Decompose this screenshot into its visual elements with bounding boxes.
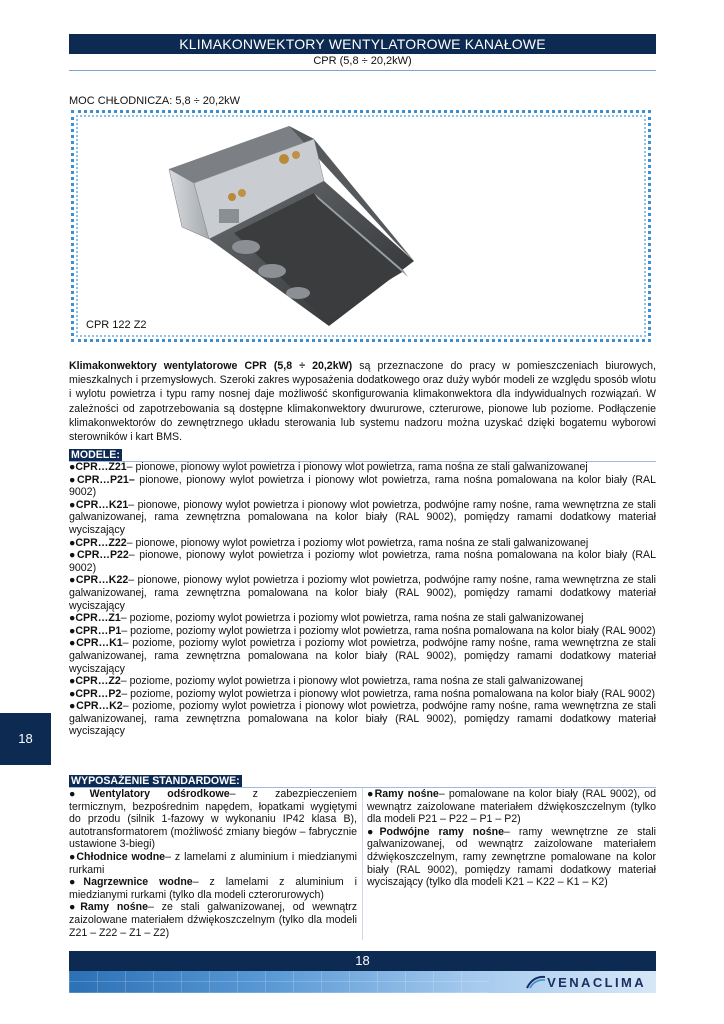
photo-caption: CPR 122 Z2 xyxy=(86,319,147,331)
list-item: ●CPR…P21– pionowe, pionowy wylot powietrza i pionowy wlot powietrza, rama nośna pomalowana na kolor biały (RAL 9002) xyxy=(69,473,657,499)
list-item: ●CPR…P1– poziome, poziomy wylot powietrza i poziomy wlot powietrza, rama nośna pomalowana na kolor biały (RAL 9002) xyxy=(69,624,656,637)
intro-bold-lead: Klimakonwektory wentylatorowe CPR (5,8 ÷ 20,2kW) xyxy=(69,360,353,372)
logo-text: VENACLIMA xyxy=(547,974,646,990)
list-item: ●Podwójne ramy nośne– ramy wewnętrzne ze stali galwanizowanej, od wewnątrz zaizolowane materiałem dźwiękoszczelnym, ramy zewnętrzne pomalowane na kolor biały (RAL 9002), pomiędzy ramami dodatkowy materiał wyciszający (tylko dla modeli K21 – K22 – K1 – K2) xyxy=(367,825,657,889)
list-item: ●Ramy nośne– ze stali galwanizowanej, od wewnątrz zaizolowane materiałem dźwiękoszczelnym (tylko dla modeli Z21 – Z22 – Z1 – Z2) xyxy=(69,901,357,939)
page-header-subtitle: CPR (5,8 ÷ 20,2kW) xyxy=(313,55,412,67)
list-item: ●CPR…K22– pionowe, pionowy wylot powietrza i poziomy wlot powietrza, podwójne ramy nośne, rama wewnętrzna ze stali galwanizowanej, rama zewnętrzna pomalowana na kolor biały (RAL 9002), pomiędzy ramami dodatkowy materiał wyciszający xyxy=(69,574,657,612)
list-item: ●Wentylatory odśrodkowe– z zabezpieczeniem termicznym, bezpośrednim napędem, łopatkami wygiętymi do przodu (silnik 1-fazowy w wykonaniu IP42 klasa B), autotransformatorem (możliwość zmiany biegów – fabrycznie ustawione 3-biegi) xyxy=(69,788,357,851)
list-item: ●CPR…K2– poziome, poziomy wylot powietrza i pionowy wlot powietrza, podwójne ramy nośne, rama wewnętrzna ze stali galwanizowanej, rama zewnętrzna pomalowana na kolor biały (RAL 9002), pomiędzy ramami dodatkowy materiał wyciszający xyxy=(69,700,657,738)
column-divider xyxy=(362,788,363,940)
footer-pattern xyxy=(69,971,489,993)
standard-equipment-right-column xyxy=(367,788,656,889)
product-photo-frame xyxy=(71,110,651,342)
footer-strip xyxy=(69,971,656,993)
models-list xyxy=(69,461,656,738)
list-item: ●Ramy nośne– pomalowane na kolor biały (RAL 9002), od wewnątrz zaizolowane materiałem dźwiękoszczelnym (tylko dla modeli P21 – P22 – P1 – P2) xyxy=(367,788,656,826)
cooling-capacity-label: MOC CHŁODNICZA: 5,8 ÷ 20,2kW xyxy=(69,95,241,107)
logo-swoosh-icon xyxy=(525,974,547,990)
page-header-title: KLIMAKONWEKTORY WENTYLATOROWE KANAŁOWE xyxy=(69,34,656,54)
list-item: ●CPR…Z21– pionowe, pionowy wylot powietrza i pionowy wlot powietrza, rama nośna ze stali galwanizowanej xyxy=(69,461,588,473)
models-section-title: MODELE: xyxy=(71,449,120,461)
list-item: ●CPR…P22– pionowe, pionowy wylot powietrza i poziomy wlot powietrza, rama nośna pomalowana na kolor biały (RAL 9002) xyxy=(69,549,656,574)
list-item: ●CPR…Z22– pionowe, pionowy wylot powietrza i poziomy wlot powietrza, rama nośna ze stali galwanizowanej xyxy=(69,536,589,549)
header-divider xyxy=(69,70,656,71)
page-number: 18 xyxy=(69,951,656,971)
list-item: ●Chłodnice wodne– z lamelami z aluminium i miedzianymi rurkami xyxy=(69,850,357,876)
intro-text: są przeznaczone do pracy w pomieszczeniach biurowych, mieszkalnych i przemysłowych. Szeroki zakres wyposażenia dodatkowego oraz duży wybór modeli ze względu sposób wlotu i wylotu powietrza i typu ramy nosnej daje możliwość skonfigurowania klimakonwektora dla indywidualnych rozwiązań. W zależności od zapotrzebowania są dostępne klimakonwektory dwururowe, czterurowe, pionowe lub poziome. Podłączenie klimakonwektorów do zewnętrznego układu sterowania lub systemu nadzoru można uzyskać dzięki bogatemu wyborowi sterowników i kart BMS. xyxy=(69,360,656,444)
standard-equipment-title: WYPOSAŻENIE STANDARDOWE: xyxy=(71,775,240,787)
fan-coil-unit-illustration xyxy=(164,121,424,336)
list-item: ●CPR…K1– poziome, poziomy wylot powietrza i poziomy wlot powietrza, podwójne ramy nośne, rama wewnętrzna ze stali galwanizowanej, rama zewnętrzna pomalowana na kolor biały (RAL 9002), pomiędzy ramami dodatkowy materiał wyciszający xyxy=(69,637,657,675)
list-item: ●CPR…P2– poziome, poziomy wylot powietrza i pionowy wlot powietrza, rama nośna pomalowana na kolor biały (RAL 9002) xyxy=(69,687,656,700)
venaclima-logo xyxy=(525,973,646,991)
intro-paragraph xyxy=(69,359,656,444)
list-item: ●CPR…Z2– poziome, poziomy wylot powietrza i pionowy wlot powietrza, rama nośna ze stali galwanizowanej xyxy=(69,675,583,688)
list-item: ●CPR…K21– pionowe, pionowy wylot powietrza i pionowy wlot powietrza, podwójne ramy nośne, rama wewnętrzna ze stali galwanizowanej, rama zewnętrzna pomalowana na kolor biały (RAL 9002), pomiędzy ramami dodatkowy materiał wyciszający xyxy=(69,498,657,536)
standard-equipment-left-column xyxy=(69,788,357,939)
side-page-tab: 18 xyxy=(0,713,51,765)
list-item: ●CPR…Z1– poziome, poziomy wylot powietrza i poziomy wlot powietrza, rama nośna ze stali galwanizowanej xyxy=(69,612,584,625)
list-item: ●Nagrzewnice wodne– z lamelami z aluminium i miedzianymi rurkami (tylko dla modeli czterorurowych) xyxy=(69,876,357,901)
